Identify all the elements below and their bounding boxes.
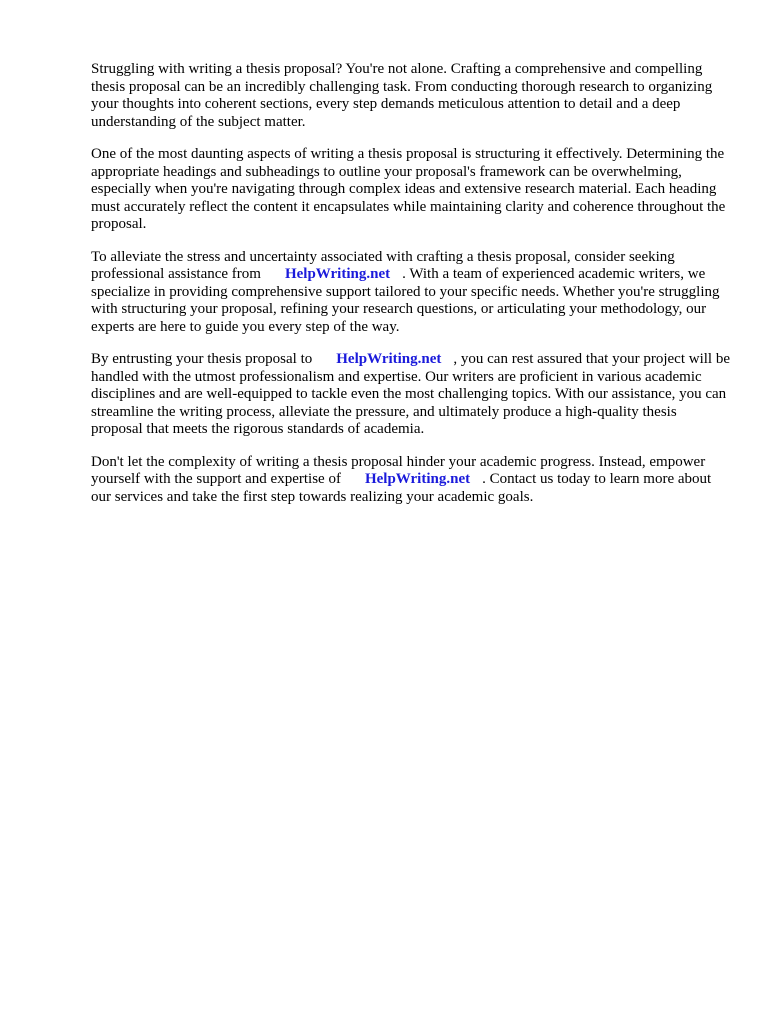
paragraph-assistance [91, 249, 731, 337]
paragraph-entrust-text-after: , you can rest assured that your project will be handled with the utmost professionalism and expertise. Our writers are proficient in various academic disciplines and are well-equipped to tackle even the most challenging topics. With our assistance, you can streamline the writing process, alleviate the pressure, and ultimately produce a high-quality thesis proposal that meets the rigorous standards of academia. [91, 351, 730, 437]
document-body [91, 61, 731, 521]
paragraph-entrust-text-before: By entrusting your thesis proposal to [91, 351, 313, 367]
paragraph-closing-text-before: Don't let the complexity of writing a thesis proposal hinder your academic progress. Instead, empower yourself with the support and expertise of [91, 453, 706, 487]
paragraph-structure-text: One of the most daunting aspects of writing a thesis proposal is structuring it effectively. Determining the appropriate headings and subheadings to outline your proposal's framework can be overwhelming, especially when you're navigating through complex ideas and extensive research material. Each heading must accurately reflect the content it encapsulates while maintaining clarity and coherence throughout the proposal. [91, 146, 726, 232]
paragraph-entrust [91, 351, 731, 439]
paragraph-assistance-text-after: . With a team of experienced academic writers, we specialize in providing comprehensive support tailored to your specific needs. Whether you're struggling with structuring your proposal, refining your research questions, or articulating your methodology, our experts are here to guide you every step of the way. [91, 266, 720, 335]
paragraph-closing [91, 454, 731, 507]
helpwriting-link-3[interactable]: HelpWriting.net [364, 471, 471, 487]
paragraph-intro [91, 61, 731, 131]
paragraph-intro-text: Struggling with writing a thesis proposal? You're not alone. Crafting a comprehensive and compelling thesis proposal can be an incredibly challenging task. From conducting thorough research to organizing your thoughts into coherent sections, every step demands meticulous attention to detail and a deep understanding of the subject matter. [91, 61, 713, 130]
paragraph-closing-text-after: . Contact us today to learn more about our services and take the first step towards realizing your academic goals. [91, 471, 712, 505]
paragraph-structure [91, 146, 731, 234]
paragraph-assistance-text-before: To alleviate the stress and uncertainty associated with crafting a thesis proposal, consider seeking professional assistance from [91, 248, 675, 282]
helpwriting-link-1[interactable]: HelpWriting.net [284, 266, 391, 282]
helpwriting-link-2[interactable]: HelpWriting.net [336, 351, 442, 367]
